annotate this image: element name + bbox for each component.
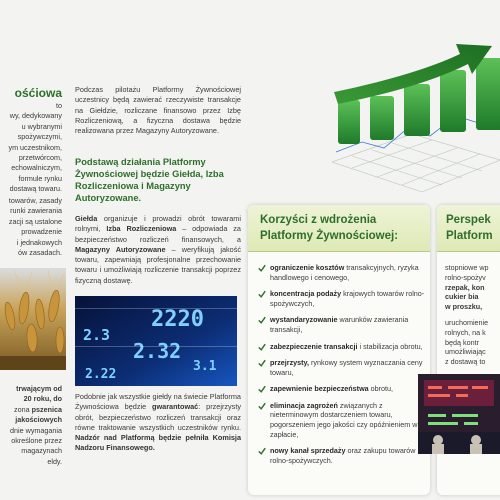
body-text: organizuje i prowadzi obrót towarami rolnymi, bbox=[75, 214, 241, 234]
emphasis-text: Magazyny Autoryzowane bbox=[75, 244, 166, 254]
text-line: prowadzenie bbox=[21, 227, 62, 237]
stock-ticker-photo bbox=[75, 296, 237, 386]
left-text-block-1 bbox=[0, 86, 62, 195]
text-line: to bbox=[56, 101, 62, 110]
text-line: w proszku, bbox=[445, 302, 483, 312]
text-line: ośćiowa bbox=[14, 86, 62, 100]
benefit-item bbox=[258, 289, 426, 309]
text-line: ym uczestnikom, bbox=[8, 142, 62, 152]
intro-paragraph: Podczas pilotażu Platformy Żywnościowej uczestnicy będą zawierać rzeczywiste transakcje na Giełdzie, rozliczane finansowo przez Izbę Rozliczeniową, a fizyczna dostawa będzie realizowana przez Magazyny Autoryzowane. bbox=[75, 85, 241, 136]
checkmark-icon bbox=[258, 359, 266, 367]
text-line: z dostawą to bbox=[445, 357, 486, 367]
perspectives-list bbox=[445, 263, 500, 367]
checkmark-icon bbox=[258, 385, 266, 393]
text-line: przetwórcom, bbox=[18, 152, 62, 162]
text-line: rzepak, kon bbox=[445, 282, 485, 292]
checkmark-icon bbox=[258, 264, 266, 272]
text-line: eldy. bbox=[47, 456, 62, 466]
text-line: magazynach bbox=[21, 446, 62, 456]
benefit-text: nowy kanał sprzedaży oraz zakupu towarów rolno-spożywczych. bbox=[270, 446, 416, 466]
text-line: zacji są ustalone bbox=[8, 216, 62, 226]
benefit-item bbox=[258, 342, 426, 352]
text-line: stopniowe wp bbox=[445, 263, 489, 272]
benefit-item bbox=[258, 358, 426, 378]
left-text-block-3 bbox=[0, 384, 62, 467]
ticker-value-2: 2.32 bbox=[133, 339, 182, 363]
text-line: określone przez bbox=[11, 435, 62, 445]
text-line: u wybranymi bbox=[21, 121, 62, 131]
text-line: dnie wymagania bbox=[10, 425, 62, 435]
text-line: cukier bia bbox=[445, 292, 479, 302]
body-text: – odpowiada za bezpieczeństwo rozliczeń finansowych, a bbox=[75, 224, 241, 244]
text-line: zona pszenica bbox=[14, 404, 62, 414]
perspectives-panel-header bbox=[437, 205, 500, 252]
checkmark-icon bbox=[258, 290, 266, 298]
checkmark-icon bbox=[258, 343, 266, 351]
benefit-item bbox=[258, 446, 426, 466]
ticker-value-1: 2220 bbox=[151, 307, 204, 332]
benefits-list bbox=[258, 263, 426, 473]
exchange-screen-photo bbox=[418, 374, 500, 454]
text-line: ów zasadach. bbox=[18, 247, 62, 257]
benefit-item bbox=[258, 384, 426, 394]
text-line: rolnych, na k bbox=[445, 327, 486, 337]
benefit-text: ograniczenie kosztów transakcyjnych, ryzyka handlowego i cenowego, bbox=[270, 263, 419, 282]
emphasis-text: Giełda bbox=[75, 214, 98, 223]
text-line: runki zawierania bbox=[10, 206, 62, 216]
checkmark-icon bbox=[258, 316, 266, 324]
checkmark-icon bbox=[258, 402, 266, 410]
benefit-text: przejrzysty, rynkowy system wyznaczania ceny towaru, bbox=[270, 357, 423, 377]
emphasis-text: Nadzór nad Platformą będzie pełniła Komisja Nadzoru Finansowego. bbox=[75, 433, 241, 453]
growth-chart-illustration bbox=[332, 32, 500, 192]
ticker-value-4: 2.22 bbox=[85, 367, 117, 382]
ticker-value-0: 2.3 bbox=[83, 326, 111, 344]
perspectives-title-line-2: Platform bbox=[446, 230, 493, 242]
benefit-item bbox=[258, 401, 426, 440]
text-line: dostawą towaru. bbox=[9, 184, 62, 194]
emphasis-text: gwarantować bbox=[152, 402, 199, 412]
guarantee-paragraph bbox=[75, 392, 241, 454]
text-line: jakościowych bbox=[15, 415, 62, 425]
institutions-paragraph bbox=[75, 214, 241, 286]
perspectives-title-line-1: Perspek bbox=[446, 214, 491, 226]
left-text-block-2 bbox=[0, 196, 62, 258]
ticker-value-3: 3.1 bbox=[193, 359, 217, 374]
benefit-text: eliminacja zagrożeń związanych z nieterminowym dostarczeniem towaru, pogorszeniem jego jakości czy opóźnieniem w zapłacie, bbox=[270, 400, 418, 439]
benefit-text: zabezpieczenie transakcji i stabilizacja obrotu, bbox=[270, 341, 423, 351]
text-line: uruchomienie bbox=[445, 317, 489, 327]
benefit-item bbox=[258, 315, 426, 335]
benefit-text: koncentracja podaży krajowych towarów rolno-spożywczych, bbox=[270, 289, 425, 308]
text-line: spożywczymi, bbox=[17, 132, 62, 142]
checkmark-icon bbox=[258, 447, 266, 455]
body-text: – weryfikują jakość towaru, zapewniają profesjonalne przechowanie towaru i umożliwiają rozliczenie transakcji poprzez fizyczną dostawę. bbox=[75, 244, 242, 285]
body-text: : przejrzysty obrót, bezpieczeństwo rozliczeń transakcji oraz równe traktowanie wszystkich uczestników rynku. bbox=[75, 402, 241, 432]
emphasis-text: Izba Rozliczeniowa bbox=[106, 224, 177, 234]
benefit-item bbox=[258, 263, 426, 283]
text-line: rolno-spożyv bbox=[445, 272, 486, 282]
text-line: echowalniczym, bbox=[11, 163, 62, 173]
left-column bbox=[0, 0, 66, 500]
benefit-text: zapewnienie bezpieczeństwa obrotu, bbox=[270, 384, 394, 394]
wheat-field-photo bbox=[0, 268, 66, 370]
section-heading: Podstawą działania Platformy Żywnościowej będzie Giełda, Izba Rozliczeniowa i Magazyny Autoryzowane. bbox=[75, 157, 224, 203]
text-line: wy, dedykowany bbox=[9, 111, 62, 121]
benefits-title-line-2: Platformy Żywnościowej: bbox=[260, 230, 399, 242]
text-line: i jednakowych bbox=[16, 237, 62, 247]
text-line: towarów, zasady bbox=[8, 196, 62, 205]
text-line: formule rynku bbox=[18, 173, 62, 183]
benefit-text: wystandaryzowanie warunków zawierania transakcji, bbox=[270, 315, 409, 335]
perspectives-title bbox=[446, 212, 493, 244]
text-line: umożliwiając bbox=[445, 347, 486, 357]
benefits-title-line-1: Korzyści z wdrożenia bbox=[260, 214, 377, 226]
benefits-title bbox=[260, 212, 398, 244]
text-line: trwającym od bbox=[16, 384, 62, 393]
benefits-panel-header bbox=[248, 205, 430, 252]
benefits-panel bbox=[248, 205, 430, 495]
text-line: będą kontr bbox=[445, 337, 479, 347]
text-line: 20 roku, do bbox=[23, 394, 62, 404]
body-text: Podobnie jak wszystkie giełdy na świecie Platforma Żywnościowa będzie bbox=[75, 392, 241, 412]
